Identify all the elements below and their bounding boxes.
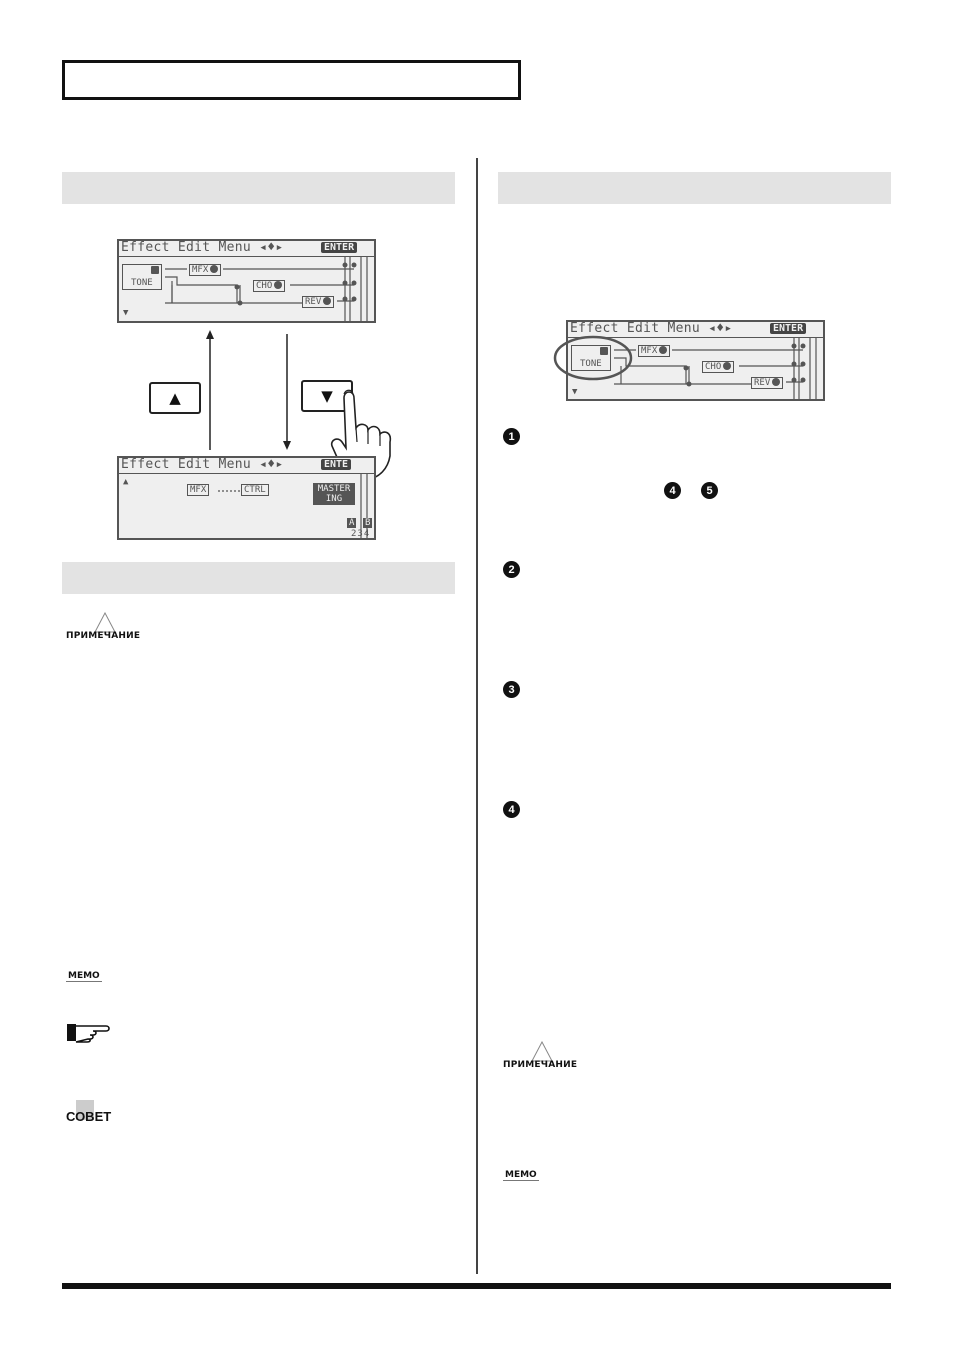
scroll-down-icon: ▼: [123, 308, 129, 318]
mfx-block: MFX: [189, 264, 221, 276]
page-title-box: [62, 60, 521, 100]
mfx-block: MFX: [187, 484, 209, 496]
cho-block: CHO: [253, 280, 285, 292]
ctrl-block: CTRL: [241, 484, 269, 496]
part-numbers: 234: [351, 529, 371, 539]
step-4-marker: 4: [503, 801, 520, 818]
step-5-reference: 5: [701, 482, 718, 499]
tone-highlight-circle: [552, 334, 636, 382]
cursor-arrows-icon: ◂♦▸: [259, 240, 284, 255]
knob-icon: [151, 266, 159, 274]
step-4-reference: 4: [664, 482, 681, 499]
cursor-down-button[interactable]: ▼: [301, 380, 353, 412]
enter-indicator: ENTER: [770, 323, 806, 334]
knob-icon: [323, 297, 331, 305]
section-header-right-1: [498, 172, 891, 204]
knob-icon: [274, 281, 282, 289]
footer-rule: [62, 1283, 891, 1289]
note-marker: ПРИМЕЧАНИЕ: [503, 1043, 577, 1062]
step-1-marker: 1: [503, 428, 520, 445]
section-header-left-2: [62, 562, 455, 594]
tone-block: TONE: [571, 345, 611, 371]
knob-icon: [659, 346, 667, 354]
tip-marker: СОВЕТ: [66, 1106, 111, 1125]
cursor-arrows-icon: ◂♦▸: [708, 321, 733, 336]
cursor-up-button[interactable]: ▲: [149, 382, 201, 414]
knob-icon: [210, 265, 218, 273]
lcd-title: Effect Edit Menu ◂♦▸: [121, 457, 284, 472]
lcd-title: Effect Edit Menu ◂♦▸: [570, 321, 733, 336]
part-b-indicator: B: [365, 518, 371, 528]
memo-marker: MEMO: [505, 1170, 537, 1180]
lcd-effect-edit-menu: [117, 239, 376, 323]
column-divider: [476, 158, 478, 1274]
navigation-arrows: [198, 330, 298, 454]
scroll-down-icon: ▼: [572, 387, 578, 397]
lcd-title: Effect Edit Menu ◂♦▸: [121, 240, 284, 255]
cho-block: CHO: [702, 361, 734, 373]
mastering-block: MASTER ING: [313, 483, 355, 505]
part-a-indicator: A: [349, 518, 355, 528]
memo-marker: MEMO: [68, 971, 100, 981]
enter-indicator: ENTER: [321, 242, 357, 253]
scroll-up-icon: ▲: [123, 477, 129, 487]
step-2-marker: 2: [503, 561, 520, 578]
knob-icon: [723, 362, 731, 370]
lcd-mastering-menu: [117, 456, 376, 540]
section-header-left-1: [62, 172, 455, 204]
tone-block: TONE: [122, 264, 162, 290]
rev-block: REV: [302, 296, 334, 308]
step-3-marker: 3: [503, 681, 520, 698]
enter-indicator: ENTE: [321, 459, 351, 470]
note-marker: ПРИМЕЧАНИЕ: [66, 614, 140, 633]
rev-block: REV: [751, 377, 783, 389]
pointing-finger-reference-icon: [66, 1020, 114, 1044]
mfx-block: MFX: [638, 345, 670, 357]
knob-icon: [772, 378, 780, 386]
cursor-arrows-icon: ◂♦▸: [259, 457, 284, 472]
